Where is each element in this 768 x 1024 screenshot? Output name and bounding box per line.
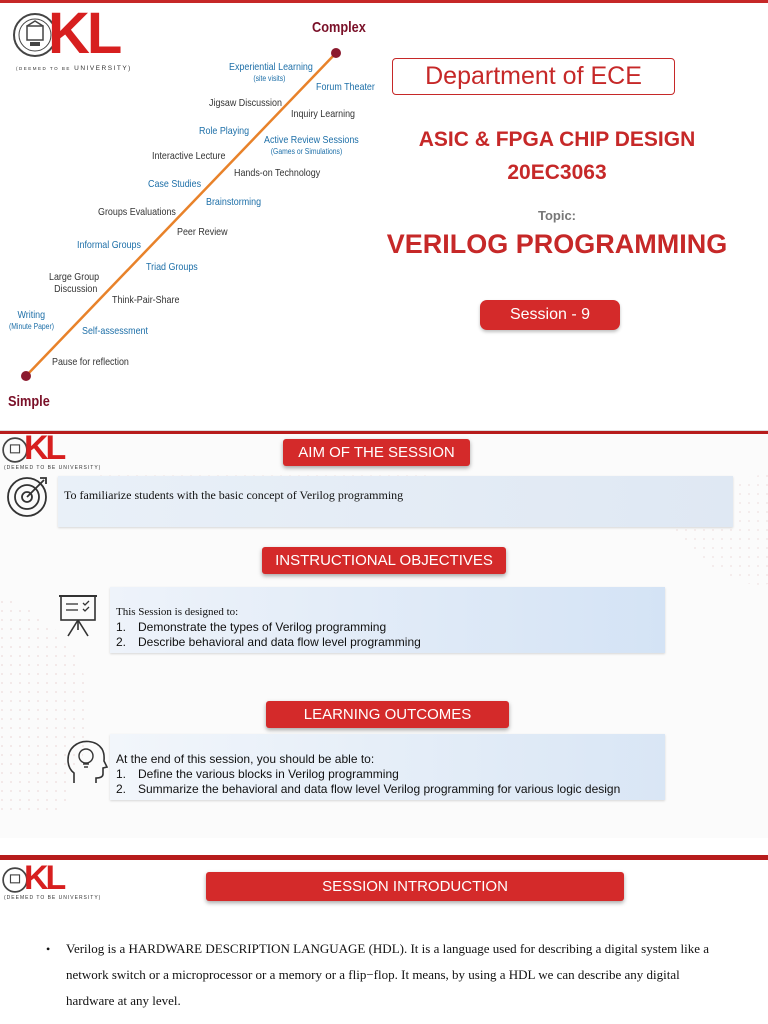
- method-jigsaw-discussion: Jigsaw Discussion: [209, 97, 282, 109]
- method-experiential-learning: Experiential Learning (site visits): [229, 61, 313, 83]
- method-active-review-sessions: Active Review Sessions (Games or Simulations): [264, 134, 359, 156]
- method-pause-for-reflection: Pause for reflection: [52, 356, 129, 368]
- method-inquiry-learning: Inquiry Learning: [291, 108, 356, 120]
- aim-text-box: [58, 476, 733, 527]
- kl-logo-mark: KL: [24, 861, 64, 897]
- objectives-heading: INSTRUCTIONAL OBJECTIVES: [262, 547, 506, 574]
- introduction-slide: [0, 861, 768, 1024]
- topic-title: VERILOG PROGRAMMING: [386, 229, 728, 259]
- objective-item: 2. Describe behavioral and data flow level programming: [116, 635, 421, 649]
- method-forum-theater: Forum Theater: [316, 81, 375, 93]
- method-groups-evaluations: Groups Evaluations: [98, 206, 176, 218]
- course-title: ASIC & FPGA CHIP DESIGN: [418, 128, 696, 151]
- method-peer-review: Peer Review: [177, 226, 228, 238]
- method-brainstorming: Brainstorming: [206, 196, 262, 208]
- objective-item: 1. Demonstrate the types of Verilog programming: [116, 620, 387, 634]
- session-badge: Session - 9: [480, 300, 620, 330]
- logo-tagline: (DEEMED TO BE UNIVERSITY): [4, 895, 102, 901]
- department-title: Department of ECE: [392, 58, 675, 95]
- outcomes-intro: At the end of this session, you should be able to:: [116, 752, 375, 766]
- kl-university-logo-small: [2, 434, 102, 474]
- method-hands-on-technology: Hands-on Technology: [234, 167, 321, 179]
- method-triad-groups: Triad Groups: [146, 261, 198, 273]
- outcome-item: 1. Define the various blocks in Verilog programming: [116, 767, 399, 781]
- topic-label: Topic:: [537, 208, 577, 223]
- complex-label: Complex: [312, 19, 366, 36]
- method-informal-groups: Informal Groups: [77, 239, 141, 251]
- target-icon: [6, 474, 50, 518]
- method-think-pair-share: Think-Pair-Share: [112, 294, 180, 306]
- aim-heading: AIM OF THE SESSION: [283, 439, 470, 466]
- objectives-intro: This Session is designed to:: [116, 606, 239, 618]
- intro-heading: SESSION INTRODUCTION: [206, 872, 624, 901]
- complexity-line: [26, 53, 336, 376]
- outcome-item: 2. Summarize the behavioral and data flow level Verilog programming for various logic design: [116, 782, 621, 796]
- method-large-group-discussion: Large Group Discussion: [49, 271, 100, 295]
- method-case-studies: Case Studies: [148, 178, 202, 190]
- intro-bullet: [46, 936, 726, 1014]
- course-code: 20EC3063: [507, 161, 607, 184]
- logo-tagline: (DEEMED TO BE UNIVERSITY): [4, 465, 102, 471]
- method-role-playing: Role Playing: [199, 125, 250, 137]
- bullet-icon: •: [46, 942, 51, 956]
- presentation-board-icon: [58, 590, 100, 640]
- method-self-assessment: Self-assessment: [82, 325, 148, 337]
- kl-logo-mark: KL: [48, 1, 120, 66]
- title-slide: [0, 0, 768, 431]
- slide-divider: [0, 855, 768, 860]
- objectives-slide: [0, 434, 768, 838]
- simple-endpoint-dot: [21, 371, 31, 381]
- simple-label: Simple: [8, 393, 50, 410]
- kl-university-logo-small: [2, 861, 102, 904]
- outcomes-box: [110, 734, 665, 800]
- logo-tagline: (DEEMED TO BE UNIVERSITY): [16, 65, 132, 72]
- method-interactive-lecture: Interactive Lecture: [152, 150, 226, 162]
- outcomes-heading: LEARNING OUTCOMES: [266, 701, 509, 728]
- objectives-box: [110, 587, 665, 653]
- intro-bullet-text: Verilog is a HARDWARE DESCRIPTION LANGUAGE (HDL). It is a language used for describing a digital system like a network switch or a microprocessor or a memory or a flip−flop. It means, by using a HDL we can describe any digital hardware at any level.: [66, 941, 710, 1008]
- method-writing: Writing (Minute Paper): [9, 309, 54, 331]
- head-lightbulb-icon: [64, 737, 108, 787]
- aim-text: To familiarize students with the basic concept of Verilog programming: [64, 488, 404, 502]
- complex-endpoint-dot: [331, 48, 341, 58]
- kl-logo-mark: KL: [24, 434, 64, 467]
